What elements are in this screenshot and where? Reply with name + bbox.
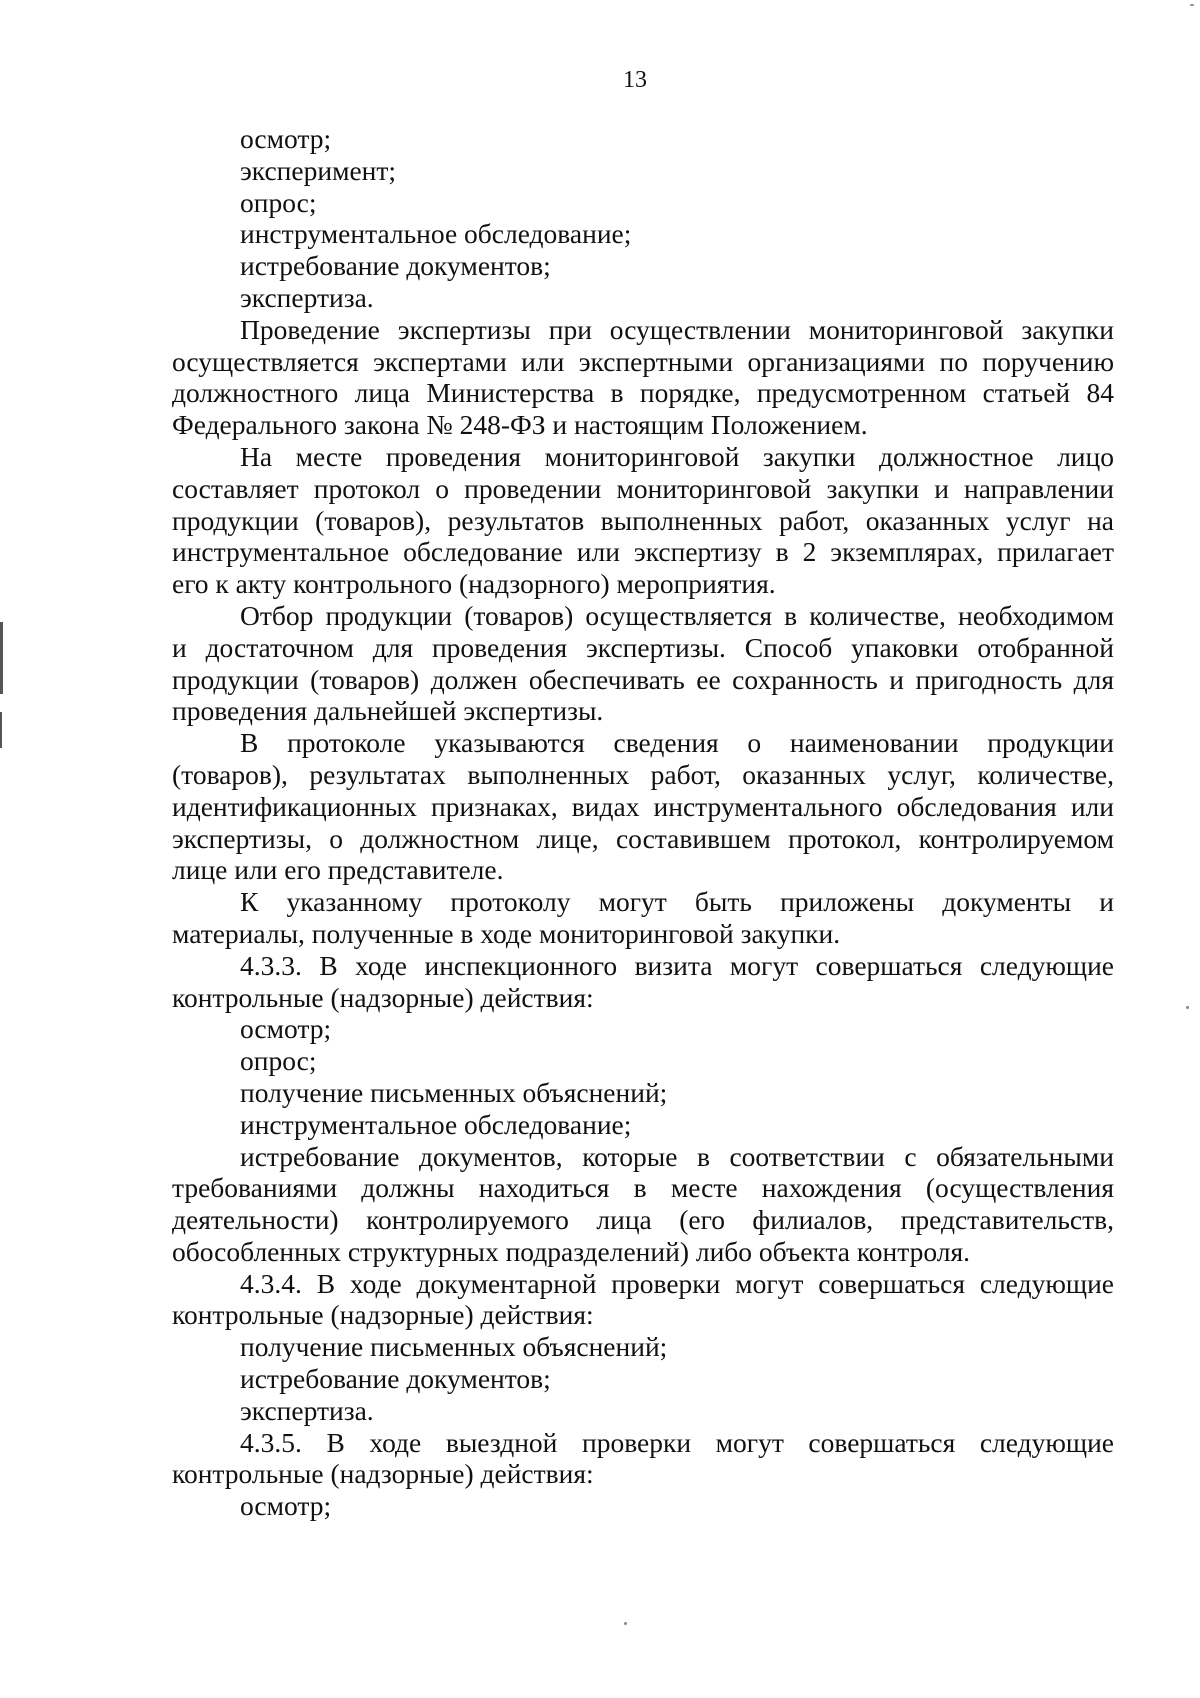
text-line: осмотр;	[240, 1013, 332, 1045]
text-line: идентификационных признаках, видах инструментального обследования или	[172, 790, 1114, 822]
text-line: осмотр;	[240, 123, 332, 154]
text-line: деятельности) контролируемого лица (его филиалов, представительств,	[172, 1204, 1114, 1236]
text-line: инструментальное обследование или экспертизу в 2 экземплярах, прилагает	[172, 536, 1114, 568]
text-line: проведения дальнейшей экспертизы.	[172, 695, 604, 727]
text-line: продукции (товаров) должен обеспечивать ее сохранность и пригодность для	[172, 663, 1114, 695]
text-line: его к акту контрольного (надзорного) мероприятия.	[172, 568, 776, 600]
text-line: экспертизы, о должностном лице, составившем протокол, контролируемом	[172, 822, 1114, 854]
text-line: и достаточном для проведения экспертизы. Способ упаковки отобранной	[172, 631, 1114, 663]
text-line: Федерального закона № 248-ФЗ и настоящим Положением.	[172, 409, 868, 441]
text-line: опрос;	[240, 186, 317, 218]
text-line: составляет протокол о проведении мониторинговой закупки и направлении	[172, 472, 1114, 504]
text-line: 4.3.4. В ходе документарной проверки могут совершаться следующие	[240, 1267, 1114, 1299]
text-line: К указанному протоколу могут быть приложены документы и	[240, 886, 1114, 918]
text-line: лице или его представителе.	[172, 854, 504, 886]
text-line: продукции (товаров), результатов выполненных работ, оказанных услуг на	[172, 504, 1114, 536]
scan-edge-mark	[0, 712, 2, 748]
text-line: эксперимент;	[240, 154, 397, 186]
document-body	[172, 123, 1114, 1522]
text-line: осуществляется экспертами или экспертными организациями по поручению	[172, 345, 1114, 377]
text-line: должностного лица Министерства в порядке, предусмотренном статьей 84	[172, 377, 1114, 409]
text-line: На месте проведения мониторинговой закупки должностное лицо	[240, 440, 1114, 472]
text-line: Отбор продукции (товаров) осуществляется в количестве, необходимом	[240, 599, 1114, 631]
text-line: В протоколе указываются сведения о наименовании продукции	[240, 727, 1114, 759]
text-line: получение письменных объяснений;	[240, 1331, 668, 1363]
text-line: инструментальное обследование;	[240, 218, 632, 250]
scan-speck	[1190, 4, 1194, 6]
text-line: контрольные (надзорные) действия:	[172, 981, 594, 1013]
text-line: (товаров), результатах выполненных работ, оказанных услуг, количестве,	[172, 758, 1114, 790]
scan-speck	[1186, 1006, 1189, 1009]
text-line: истребование документов, которые в соответствии с обязательными	[240, 1140, 1114, 1172]
text-line: 4.3.3. В ходе инспекционного визита могут совершаться следующие	[240, 949, 1114, 981]
text-line: экспертиза.	[240, 281, 374, 313]
scan-edge-mark	[0, 622, 3, 694]
text-line: контрольные (надзорные) действия:	[172, 1299, 594, 1331]
text-line: получение письменных объяснений;	[240, 1076, 668, 1108]
text-line: опрос;	[240, 1045, 317, 1077]
text-line: истребование документов;	[240, 250, 551, 282]
text-line: контрольные (надзорные) действия:	[172, 1458, 594, 1490]
text-line: материалы, полученные в ходе мониторинговой закупки.	[172, 917, 841, 949]
text-line: Проведение экспертизы при осуществлении мониторинговой закупки	[240, 313, 1114, 345]
text-line: осмотр;	[240, 1490, 332, 1522]
text-line: истребование документов;	[240, 1363, 551, 1395]
text-line: инструментальное обследование;	[240, 1108, 632, 1140]
text-line: экспертиза.	[240, 1394, 374, 1426]
scan-speck	[624, 1622, 627, 1625]
text-line: требованиями должны находиться в месте нахождения (осуществления	[172, 1172, 1114, 1204]
page-number: 13	[623, 67, 647, 93]
text-line: 4.3.5. В ходе выездной проверки могут совершаться следующие	[240, 1426, 1114, 1458]
text-line: обособленных структурных подразделений) либо объекта контроля.	[172, 1235, 971, 1267]
